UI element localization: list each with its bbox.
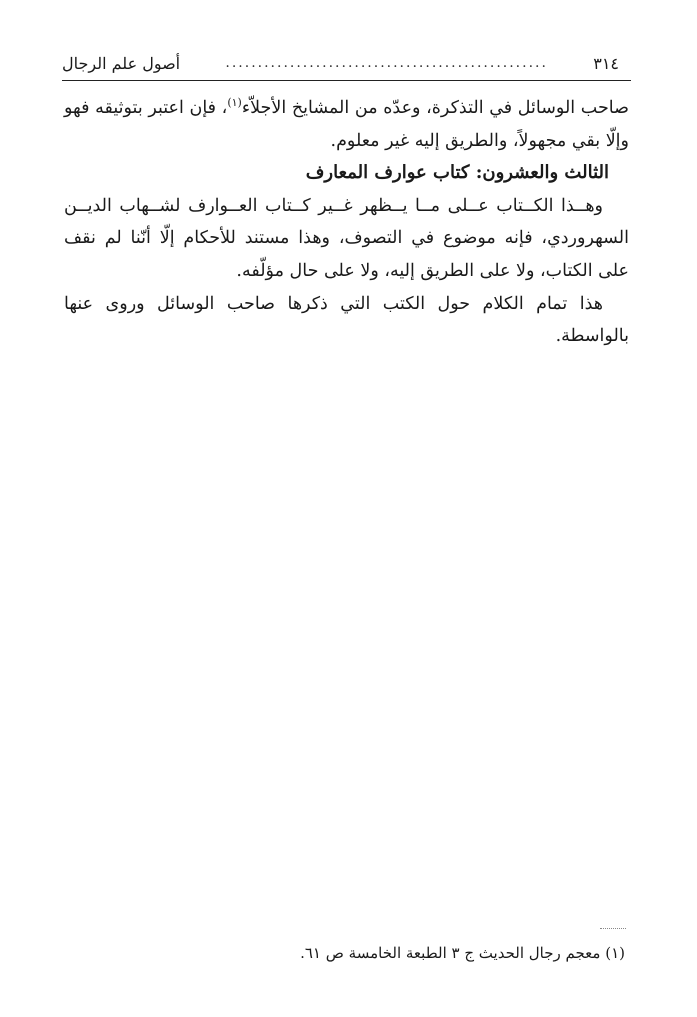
footnote: (١) معجم رجال الحديث ج ٣ الطبعة الخامسة ص ٦١. (300, 944, 625, 962)
footnote-separator (600, 928, 626, 929)
book-title: أصول علم الرجال (62, 53, 181, 73)
paragraph-1 (64, 92, 629, 157)
paragraph-2: وهــذا الكــتاب عــلى مــا يــظهر غــير كــتاب العــوارف لشــهاب الديــن السهروردي، فإنه موضوع في التصوف، وهذا مستند للأحكام إلّا أنّنا لم نقف على الكتاب، ولا على الطريق إليه، ولا على حال مؤلّفه. (64, 195, 629, 281)
leader-dots: .................................................. (225, 55, 548, 71)
header-rule (62, 80, 631, 81)
section-heading: الثالث والعشرون: كتاب عوارف المعارف (305, 162, 609, 184)
main-text (64, 92, 629, 353)
paragraph-3: هذا تمام الكلام حول الكتب التي ذكرها صاحب الوسائل وروى عنها بالواسطة. (64, 293, 629, 347)
running-head (62, 46, 619, 80)
page-number: ٣١٤ (593, 53, 619, 73)
paragraph-1-text: صاحب الوسائل في التذكرة، وعدّه من المشايخ الأجلاّء (241, 98, 629, 118)
paragraph-1-rest: ، فإن اعتبر بتوثيقه فهو وإلّا بقي مجهولاً، والطريق إليه غير معلوم. (64, 98, 629, 151)
footnote-reference: (١) (227, 96, 242, 110)
